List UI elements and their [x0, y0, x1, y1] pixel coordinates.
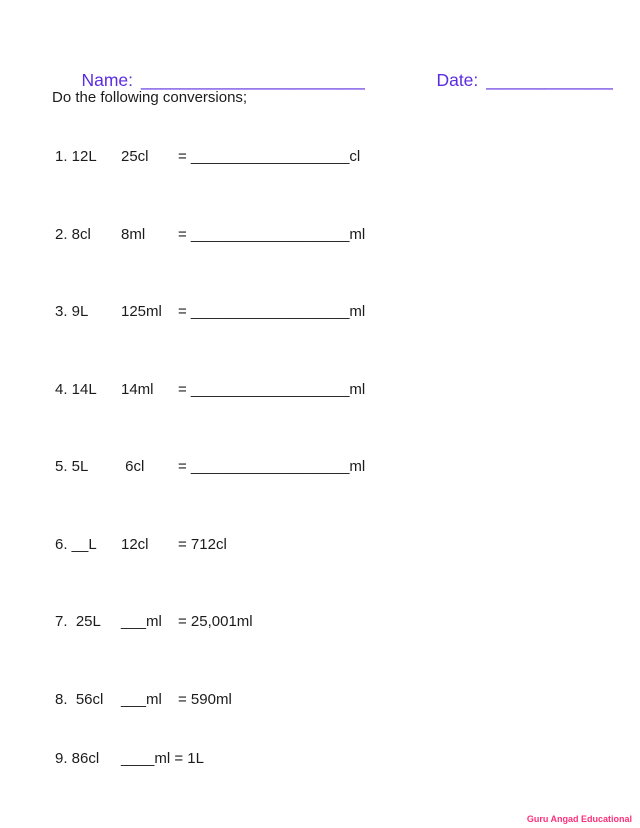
problem-left: 5. 5L	[55, 458, 89, 475]
name-blank-line: _______________________	[141, 70, 365, 90]
problem-mid: 8ml	[121, 225, 146, 243]
problem-left: 7. 25L	[55, 613, 101, 630]
problem-mid: 14ml	[121, 380, 154, 398]
date-blank-line: _____________	[486, 70, 613, 90]
problem-row-6	[55, 535, 630, 555]
problem-mid: 6cl	[121, 458, 145, 475]
date-field	[417, 44, 613, 116]
problem-left: 4. 14L	[55, 380, 97, 398]
problem-right: = ___________________ml	[178, 225, 366, 243]
problem-right: = ___________________cl	[178, 148, 361, 165]
problem-right: = 590ml	[178, 690, 232, 708]
problem-left: 9. 86cl	[55, 750, 100, 767]
problem-mid: 12cl	[121, 535, 149, 553]
brand-footer: Guru Angad Educational	[526, 814, 632, 824]
problem-right: = ___________________ml	[178, 303, 366, 320]
problem-row-7	[55, 612, 630, 632]
problem-mid: 125ml	[121, 303, 162, 320]
problem-mid: ____ml = 1L	[121, 750, 204, 767]
problem-row-1	[55, 147, 630, 167]
problem-left: 6. __L	[55, 535, 97, 553]
problem-right: = 25,001ml	[178, 613, 253, 630]
problem-left: 8. 56cl	[55, 690, 104, 708]
instruction-text: Do the following conversions;	[52, 89, 248, 106]
problem-left: 1. 12L	[55, 148, 97, 165]
problem-left: 2. 8cl	[55, 225, 91, 243]
problem-right: = 712cl	[178, 535, 227, 553]
problem-mid: 25cl	[121, 148, 149, 165]
problem-right: = ___________________ml	[178, 458, 366, 475]
problem-mid: ___ml	[121, 613, 162, 630]
name-label: Name:	[81, 70, 133, 90]
problem-row-9	[55, 749, 630, 769]
problem-right: = ___________________ml	[178, 380, 366, 398]
problems-list	[55, 147, 630, 769]
problem-left: 3. 9L	[55, 303, 89, 320]
problem-mid: ___ml	[121, 690, 162, 708]
problem-row-8	[55, 690, 630, 710]
problem-row-2	[55, 225, 630, 245]
date-label: Date:	[436, 70, 479, 90]
problem-row-4	[55, 380, 630, 400]
problem-row-3	[55, 302, 630, 322]
problem-row-5	[55, 457, 630, 477]
